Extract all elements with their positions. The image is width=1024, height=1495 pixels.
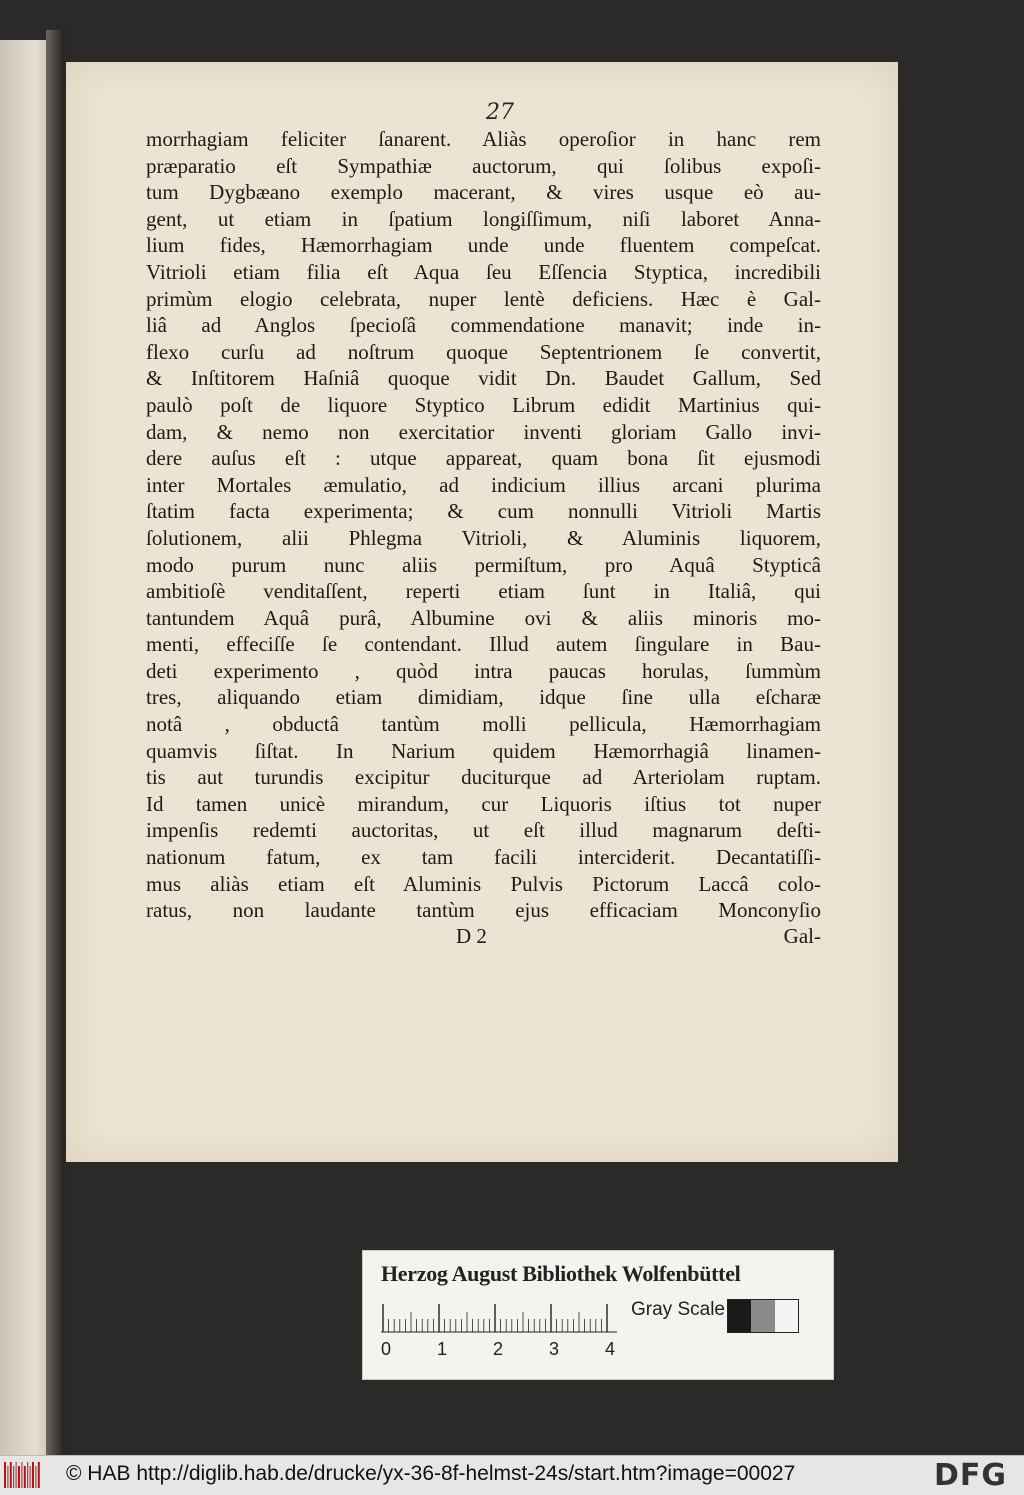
grayscale-dark bbox=[728, 1300, 751, 1332]
text-line: tis aut turundis excipitur duciturque ad Arteriolam ruptam. bbox=[146, 765, 821, 790]
signature-mark: D 2 bbox=[456, 924, 487, 948]
text-line: liâ ad Anglos ſpecioſâ commendatione manavit; inde in- bbox=[146, 313, 821, 338]
text-line: præparatio eſt Sympathiæ auctorum, qui ſolibus expoſi- bbox=[146, 153, 821, 178]
text-line: paulò poſt de liquore Styptico Librum edidit Martinius qui- bbox=[146, 392, 821, 417]
logo-bar bbox=[10, 1462, 12, 1488]
text-line: quamvis ſiſtat. In Narium quidem Hæmorrhagiâ linamen- bbox=[146, 738, 821, 763]
text-line: & Inſtitorem Haſniâ quoque vidit Dn. Baudet Gallum, Sed bbox=[146, 366, 821, 391]
dfg-logo: DFG bbox=[934, 1458, 1008, 1493]
book-page bbox=[66, 62, 898, 1162]
text-line: morrhagiam feliciter ſanarent. Aliàs operoſior in hanc rem bbox=[146, 127, 821, 151]
logo-bar bbox=[18, 1466, 20, 1488]
text-line: ambitioſè venditaſſent, reperti etiam ſunt in Italiâ, qui bbox=[146, 579, 821, 604]
ruler-label: 1 bbox=[437, 1339, 448, 1359]
catchword: Gal- bbox=[783, 924, 821, 948]
logo-bar bbox=[38, 1462, 40, 1488]
ruler-label: 0 bbox=[381, 1339, 392, 1359]
text-line: nationum fatum, ex tam facili interciderit. Decantatiſſi- bbox=[146, 845, 821, 870]
logo-bar bbox=[4, 1462, 6, 1488]
text-line: Id tamen unicè mirandum, cur Liquoris iſtius tot nuper bbox=[146, 791, 821, 816]
library-color-card bbox=[362, 1250, 834, 1380]
text-line: ſolutionem, alii Phlegma Vitrioli, & Aluminis liquorem, bbox=[146, 525, 821, 550]
grayscale-label: Gray Scale bbox=[631, 1299, 725, 1320]
viewer-footer bbox=[0, 1455, 1024, 1495]
logo-bar bbox=[30, 1466, 31, 1488]
text-line: ſtatim facta experimenta; & cum nonnulli Vitrioli Martis bbox=[146, 499, 821, 524]
logo-bar bbox=[16, 1462, 17, 1488]
text-line: primùm elogio celebrata, nuper lentè deficiens. Hæc è Gal- bbox=[146, 286, 821, 311]
logo-bar bbox=[27, 1462, 28, 1488]
text-line: modo purum nunc aliis permiſtum, pro Aquâ Stypticâ bbox=[146, 552, 821, 577]
ruler-label: 4 bbox=[605, 1339, 616, 1359]
text-line: Vitrioli etiam filia eſt Aqua ſeu Eſſencia Styptica, incredibili bbox=[146, 259, 821, 284]
text-line: flexo curſu ad noſtrum quoque Septentrionem ſe convertit, bbox=[146, 339, 821, 364]
text-line: tantundem Aquâ purâ, Albumine ovi & aliis minoris mo- bbox=[146, 605, 821, 630]
text-line: tum Dygbæano exemplo macerant, & vires usque eò au- bbox=[146, 180, 821, 205]
grayscale-light bbox=[775, 1300, 798, 1332]
logo-bar bbox=[13, 1466, 14, 1488]
text-line: dam, & nemo non exercitatior inventi gloriam Gallo invi- bbox=[146, 419, 821, 444]
ruler-scale bbox=[381, 1303, 617, 1333]
logo-bar bbox=[32, 1462, 34, 1488]
text-line: menti, effeciſſe ſe contendant. Illud autem ſingulare in Bau- bbox=[146, 632, 821, 657]
ruler-label: 3 bbox=[549, 1339, 560, 1359]
text-line: inter Mortales æmulatio, ad indicium illius arcani plurima bbox=[146, 472, 821, 497]
text-line: deti experimento , quòd intra paucas horulas, ſummùm bbox=[146, 658, 821, 683]
text-line: lium fides, Hæmorrhagiam unde unde fluentem compeſcat. bbox=[146, 233, 821, 258]
ruler-labels bbox=[381, 1339, 621, 1363]
text-line: ratus, non laudante tantùm ejus efficaciam Monconyſio bbox=[146, 898, 821, 923]
ruler-label: 2 bbox=[493, 1339, 504, 1359]
text-line: impenſis redemti auctoritas, ut eſt illud magnarum deſti- bbox=[146, 818, 821, 843]
logo-bar bbox=[35, 1466, 36, 1488]
logo-bar bbox=[24, 1466, 26, 1488]
page-number: 27 bbox=[486, 100, 514, 125]
hab-barcode-logo bbox=[4, 1462, 48, 1488]
text-line: tres, aliquando etiam dimidiam, idque ſine ulla eſcharæ bbox=[146, 685, 821, 710]
text-line: gent, ut etiam in ſpatium longiſſimum, niſi laboret Anna- bbox=[146, 206, 821, 231]
text-line: notâ , obductâ tantùm molli pellicula, Hæmorrhagiam bbox=[146, 712, 821, 737]
page-text bbox=[146, 126, 821, 924]
library-name: Herzog August Bibliothek Wolfenbüttel bbox=[381, 1261, 741, 1286]
logo-bar bbox=[21, 1462, 22, 1488]
copyright-url[interactable]: © HAB http://diglib.hab.de/drucke/yx-36-8f-helmst-24s/start.htm?image=00027 bbox=[66, 1462, 796, 1485]
grayscale-mid bbox=[751, 1300, 774, 1332]
grayscale-swatch bbox=[727, 1299, 799, 1333]
text-line: mus aliàs etiam eſt Aluminis Pulvis Pictorum Laccâ colo- bbox=[146, 871, 821, 896]
text-line: dere auſus eſt : utque appareat, quam bona ſit ejusmodi bbox=[146, 446, 821, 471]
logo-bar bbox=[7, 1466, 8, 1488]
